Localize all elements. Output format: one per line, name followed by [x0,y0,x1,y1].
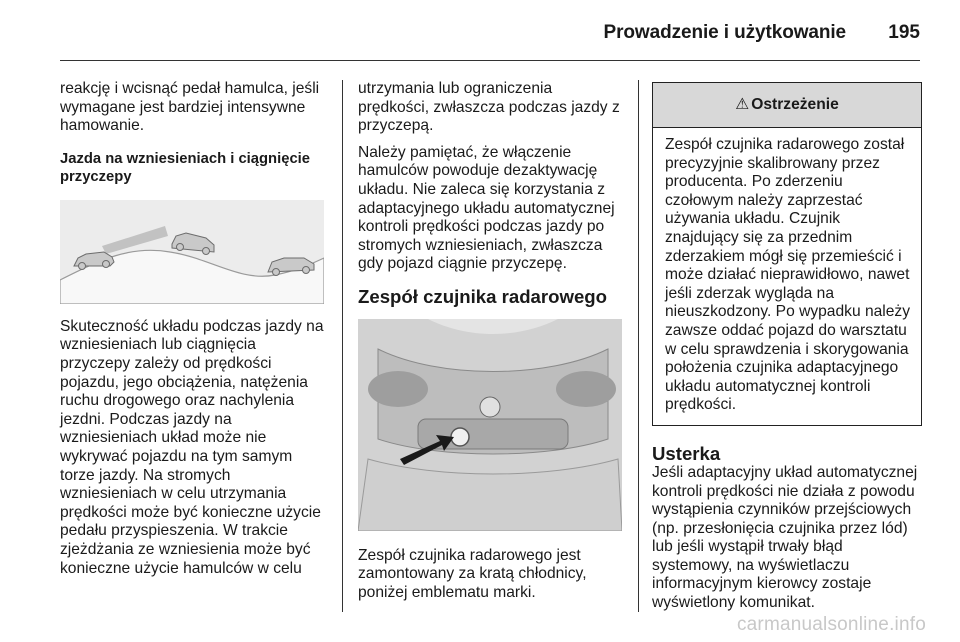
hill-driving-illustration [60,200,324,304]
intro-paragraph: reakcję i wcisnąć pedał hamulca, jeśli wymagane jest bardziej intensywne hamowanie. [60,80,320,135]
warning-triangle-icon: ⚠ [735,96,750,113]
page-number: 195 [888,22,920,43]
car-front-radar-illustration [358,319,622,531]
column-3 [652,80,922,613]
brake-note-paragraph: Należy pamiętać, że włączenie hamulców powoduje dezaktywację układu. Nie zaleca się korzystania z adaptacyjnego układu automatycznej kontroli prędkości podczas jazdy po stromych wzniesieniach, zwłaszcza gdy pojazd ciągnie przyczepę. [358,143,615,273]
watermark: carmanualsonline.info [736,614,926,635]
subheading-hills-trailer: Jazda na wzniesieniach i ciągnięcie przyczepy [60,150,311,185]
header-rule [60,60,920,61]
column-2 [358,80,626,602]
column-1 [60,80,328,578]
warning-body: Zespół czujnika radarowego został precyzyjnie skalibrowany przez producenta. Po zderzeniu czołowym należy zaprzestać używania układu. Czujnik znajdujący się za przednim zderzakiem mógł się przemieścić i może działać nieprawidłowo, nawet jeśli zderzak wygląda na nieuszkodzony. Po wypadku należy zawsze oddać pojazd do warsztatu w celu sprawdzenia i skorygowania położenia czujnika adaptacyjnego układu automatycznej kontroli prędkości. [665,136,911,414]
warning-title: Ostrzeżenie [751,96,839,113]
column-divider-2 [638,80,639,612]
radar-caption: Zespół czujnika radarowego jest zamontowany za kratą chłodnicy, poniżej emblematu marki. [358,546,587,601]
column-divider-1 [342,80,343,612]
continuation-paragraph: utrzymania lub ograniczenia prędkości, zwłaszcza podczas jazdy z przyczepą. [358,80,620,135]
fault-body: Jeśli adaptacyjny układ automatycznej kontroli prędkości nie działa z powodu wystąpienia czynników przejściowych (np. przesłonięcia czujnika przez lód) lub jeśli wystąpił trwały błąd systemowy, na wyświetlaczu informacyjnym kierowcy zostaje wyświetlony komunikat. [652,463,918,612]
section-title-radar: Zespół czujnika radarowego [358,285,608,307]
hills-body-paragraph: Skuteczność układu podczas jazdy na wzniesieniach lub ciągnięcia przyczepy zależy od prędkości pojazdu, jego obciążenia, natężenia ruchu drogowego oraz nachylenia jezdni. Podczas jazdy na wzniesieniach układ może nie wykrywać pojazdu na tym samym torze jazdy. Na stromych wzniesieniach w celu utrzymania prędkości może być konieczne użycie pedału przyspieszenia. W trakcie zjeżdżania ze wzniesienia może być konieczne użycie hamulców w celu [60,317,324,577]
page-header-title: Prowadzenie i użytkowanie [603,22,846,43]
warning-box [652,82,922,426]
brand-emblem [480,397,500,417]
section-title-fault: Usterka [652,442,721,464]
warning-header [653,83,921,128]
